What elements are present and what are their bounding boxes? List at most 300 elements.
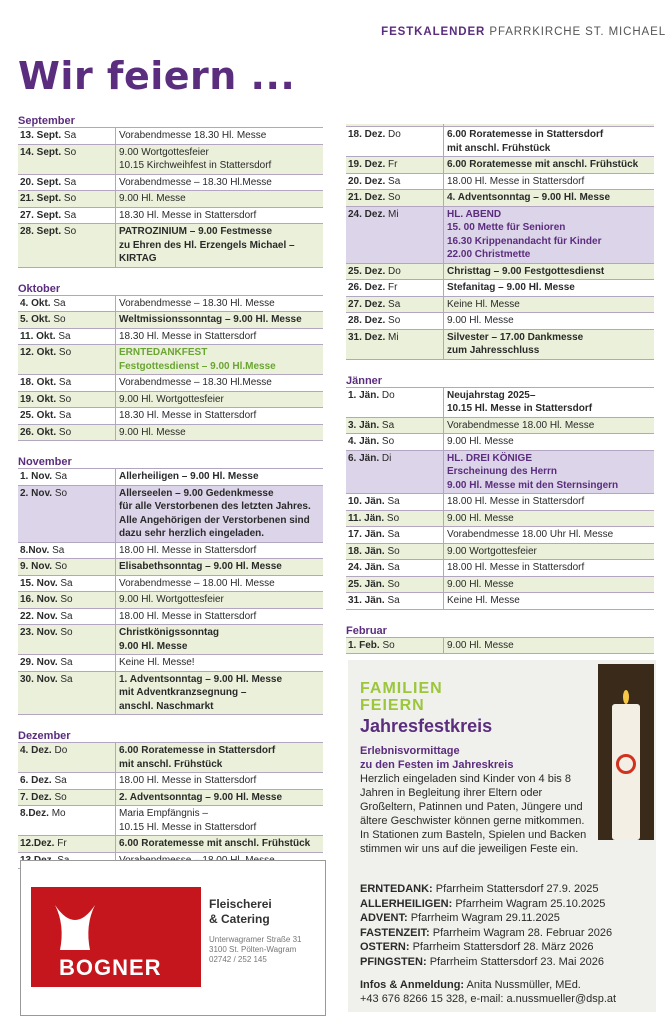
event-cell: 9.00 Hl. Messe — [447, 639, 514, 651]
weekday: So — [381, 436, 395, 447]
familien-date-item — [360, 955, 652, 970]
event-cell: 1. Adventsonntag – 9.00 Hl. Messe mit Adventkranzsegnung – anschl. Naschmarkt — [119, 673, 283, 712]
date-cell — [346, 527, 444, 543]
event-cell: 6.00 Roratemesse mit anschl. Frühstück — [447, 159, 639, 170]
calendar-row — [18, 224, 323, 268]
date: 25. Jän. — [348, 578, 385, 590]
event-cell — [444, 124, 654, 126]
date: 12. Okt. — [20, 347, 57, 358]
date: 26. Dez. — [348, 282, 386, 293]
event-cell: Silvester – 17.00 Dankmesse zum Jahresschluss — [447, 331, 584, 356]
weekday: So — [58, 347, 72, 358]
date: 6. Dez. — [20, 775, 52, 786]
event-cell: Maria Empfängnis – 10.15 Hl. Messe in Stattersdorf — [119, 808, 257, 833]
date-cell — [346, 638, 444, 654]
calendar-left-column — [18, 114, 323, 883]
subtitle-line1: Erlebnisvormittage — [360, 745, 460, 757]
month-heading: Februar — [346, 624, 654, 638]
date-cell — [346, 313, 444, 329]
month-heading: Dezember — [18, 729, 323, 743]
weekday: Sa — [54, 471, 68, 482]
calendar-row — [18, 312, 323, 329]
familien-body: Herzlich eingeladen sind Kinder von 4 bis 8 Jahren in Begleitung ihrer Eltern oder Großeltern, Patinnen und Paten, Jüngere und ältere Geschwister können gerne mitkommen. In Stationen zum Basteln, Spielen und Backen stimmen wir uns auf die jeweiligen Feste ein. — [360, 773, 587, 855]
date-cell — [18, 576, 116, 592]
event-cell: PATROZINIUM – 9.00 Festmesse zu Ehren des Hl. Erzengels Michael – KIRTAG — [119, 226, 295, 264]
event-cell: 2. Adventsonntag – 9.00 Hl. Messe — [119, 791, 283, 803]
event-cell: 9.00 Hl. Wortgottesfeier — [119, 594, 224, 605]
calendar-row — [18, 208, 323, 225]
fest-place-date: Pfarrheim Stattersdorf 23. Mai 2026 — [429, 955, 604, 968]
event-cell: Stefanitag – 9.00 Hl. Messe — [447, 282, 575, 293]
weekday: Sa — [63, 209, 77, 221]
spacer — [346, 610, 654, 624]
calendar-row — [18, 806, 323, 836]
weekday: Fr — [388, 159, 398, 170]
ad-text — [209, 897, 301, 965]
date: 19. Okt. — [20, 393, 57, 405]
event-cell: 6.00 Roratemesse in Stattersdorf mit anschl. Frühstück — [447, 129, 604, 154]
date-cell — [18, 191, 116, 207]
weekday: Sa — [53, 297, 66, 309]
date-cell — [18, 296, 116, 312]
weekday: So — [58, 393, 72, 405]
calendar-row — [18, 408, 323, 425]
event-cell: 18.30 Hl. Messe in Stattersdorf — [119, 209, 257, 221]
weekday: So — [63, 146, 77, 158]
calendar-row — [346, 280, 654, 297]
subtitle-line2: zu den Festen im Jahreskreis — [360, 759, 514, 771]
date-cell — [18, 655, 116, 671]
page-title: Wir feiern ... — [18, 54, 296, 98]
jahresfestkreis-heading: Jahresfestkreis — [360, 716, 493, 736]
calendar-row — [346, 174, 654, 191]
event-cell: Vorabendmesse – 18.30 Hl.Messe — [119, 176, 272, 188]
calendar-row — [346, 418, 654, 435]
event-cell: 9.00 Hl. Messe — [119, 193, 186, 204]
calendar-row — [346, 494, 654, 511]
weekday: Sa — [58, 377, 72, 388]
date: 31. Dez. — [348, 331, 386, 343]
calendar-row — [18, 609, 323, 626]
calendar-row — [346, 127, 654, 157]
date: 5. Okt. — [20, 314, 51, 325]
date: 11. Okt. — [20, 330, 56, 342]
event-cell: HL. ABEND 15. 00 Mette für Senioren 16.30 Krippenandacht für Kinder 22.00 Christmette — [447, 208, 602, 260]
date: 2. Nov. — [20, 487, 53, 499]
event-cell: Vorabendmesse – 18.00 Hl. Messe — [119, 577, 275, 589]
info-label: Infos & Anmeldung: — [360, 979, 465, 991]
familien-date-item — [360, 882, 652, 897]
date: 17. Jän. — [348, 529, 385, 540]
calendar-row — [346, 434, 654, 451]
event-cell: Elisabethsonntag – 9.00 Hl. Messe — [119, 561, 282, 572]
advertisement — [20, 860, 326, 1016]
weekday: Sa — [381, 419, 395, 431]
calendar-row — [18, 469, 323, 486]
date: 11. Jän. — [348, 512, 385, 524]
weekday: So — [387, 545, 400, 557]
weekday: So — [386, 512, 400, 524]
date-cell — [18, 175, 116, 191]
event-cell: 9.00 Hl. Messe — [447, 315, 514, 326]
weekday: Sa — [60, 577, 73, 589]
date-cell — [18, 486, 116, 542]
event-cell: 9.00 Hl. Wortgottesfeier — [119, 393, 224, 405]
weekday: Do — [381, 389, 395, 401]
candle-photo — [598, 664, 654, 840]
event-cell: Vorabendmesse – 18.30 Hl. Messe — [119, 297, 275, 309]
event-cell: 9.00 Wortgottesfeier — [447, 545, 537, 557]
date-cell — [346, 511, 444, 527]
date: 28. Sept. — [20, 226, 62, 237]
weekday: Sa — [387, 529, 400, 540]
weekday: Sa — [63, 130, 77, 141]
event-cell: HL. DREI KÖNIGE Erscheinung des Herrn 9.00 Hl. Messe mit den Sternsingern — [447, 452, 619, 491]
weekday: Fr — [388, 282, 398, 293]
weekday: Do — [388, 265, 401, 277]
calendar-row — [18, 128, 323, 145]
calendar-row — [18, 425, 323, 442]
date-cell — [346, 388, 444, 417]
month-heading: September — [18, 114, 323, 128]
weekday: So — [58, 426, 72, 438]
date-cell — [346, 544, 444, 560]
event-cell: Vorabendmesse – 18.30 Hl.Messe — [119, 377, 272, 388]
calendar-row — [346, 577, 654, 594]
event-cell: 6.00 Roratemesse mit anschl. Frühstück — [119, 838, 311, 849]
fest-place-date: Pfarrheim Wagram 28. Februar 2026 — [432, 926, 613, 939]
date-cell — [346, 297, 444, 313]
date: 21. Dez. — [348, 192, 386, 203]
familien-date-item — [360, 926, 652, 941]
ad-addr1: Unterwagramer Straße 31 — [209, 935, 302, 944]
date-cell — [18, 408, 116, 424]
fest-name: PFINGSTEN: — [360, 955, 427, 968]
date-cell — [18, 425, 116, 441]
date-cell — [18, 625, 116, 654]
date-cell — [18, 375, 116, 391]
event-cell: 18.00 Hl. Messe in Stattersdorf — [447, 175, 585, 187]
company-name: BOGNER — [59, 955, 162, 980]
calendar-row — [18, 625, 323, 655]
familien-dates — [360, 882, 652, 970]
event-cell: Vorabendmesse 18.30 Hl. Messe — [119, 130, 267, 141]
date-cell — [18, 743, 116, 772]
date-cell — [18, 672, 116, 715]
calendar-row — [18, 543, 323, 560]
date-cell — [18, 543, 116, 559]
calendar-row — [18, 576, 323, 593]
date: 30. Nov. — [20, 673, 58, 685]
event-cell: Christkönigssonntag 9.00 Hl. Messe — [119, 627, 220, 652]
date-cell — [346, 174, 444, 190]
fest-name: ERNTEDANK: — [360, 883, 433, 895]
calendar-row — [18, 375, 323, 392]
weekday: Sa — [60, 610, 73, 622]
date: 18. Okt. — [20, 377, 57, 388]
calendar-row — [18, 559, 323, 576]
date: 19. Dez. — [348, 159, 386, 170]
calendar-row — [346, 388, 654, 418]
fest-place-date: Pfarrheim Stattersdorf 28. März 2026 — [412, 941, 594, 954]
calendar-row — [346, 511, 654, 528]
event-cell: Weltmissionssonntag – 9.00 Hl. Messe — [119, 314, 302, 325]
date-cell — [346, 451, 444, 494]
calendar-row — [18, 486, 323, 543]
calendar-row — [18, 392, 323, 409]
weekday: Mo — [51, 808, 66, 819]
date: 4. Okt. — [20, 297, 51, 309]
date-cell — [18, 345, 116, 374]
info-name: Anita Nussmüller, MEd. — [466, 979, 581, 991]
date: 22. Nov. — [20, 610, 58, 622]
date: 3. Jän. — [348, 419, 380, 431]
date: 10. Jän. — [348, 496, 385, 507]
date-cell — [346, 127, 444, 156]
date-cell — [346, 434, 444, 450]
date: 25. Dez. — [348, 265, 386, 277]
weekday: Sa — [387, 562, 400, 573]
date: 1. Nov. — [20, 471, 53, 482]
date: 24. Dez. — [348, 208, 386, 220]
date-cell — [18, 224, 116, 267]
familien-date-item — [360, 897, 652, 912]
month-heading: Jänner — [346, 374, 654, 388]
event-cell: 9.00 Hl. Messe — [447, 512, 514, 524]
calendar-row — [18, 790, 323, 807]
weekday: Di — [381, 452, 392, 464]
event-cell: 6.00 Roratemesse in Stattersdorf mit anschl. Frühstück — [119, 745, 276, 770]
date-cell — [346, 157, 444, 173]
event-cell: 18.30 Hl. Messe in Stattersdorf — [119, 410, 257, 421]
date-cell — [346, 418, 444, 434]
weekday: So — [53, 314, 66, 325]
date: 8.Dez. — [20, 808, 49, 819]
date: 4. Jän. — [348, 436, 380, 447]
ad-address — [209, 935, 301, 965]
event-cell: 18.00 Hl. Messe in Stattersdorf — [119, 544, 257, 556]
date-cell — [18, 592, 116, 608]
header-parish: PFARRKIRCHE ST. MICHAEL — [489, 26, 666, 38]
date-cell — [18, 392, 116, 408]
weekday: Mi — [388, 208, 399, 220]
event-cell: Allerheiligen – 9.00 Hl. Messe — [119, 471, 259, 482]
event-cell: 18.00 Hl. Messe in Stattersdorf — [447, 562, 585, 573]
date-cell — [18, 128, 116, 144]
date: 28. Dez. — [348, 315, 386, 326]
header-label: FESTKALENDER — [381, 26, 486, 38]
date: 31. Jän. — [348, 595, 385, 606]
event-cell: 18.30 Hl. Messe in Stattersdorf — [119, 330, 257, 342]
calendar-row — [346, 544, 654, 561]
weekday: So — [388, 192, 401, 203]
calendar-row — [18, 191, 323, 208]
date: 20. Sept. — [20, 176, 62, 188]
event-cell: Vorabendmesse 18.00 Uhr Hl. Messe — [447, 529, 614, 540]
calendar-row — [346, 264, 654, 281]
date: 4. Dez. — [20, 745, 52, 756]
date-cell — [346, 280, 444, 296]
heading-familien: FAMILIEN — [360, 680, 443, 697]
weekday: Sa — [54, 775, 67, 786]
weekday: So — [388, 315, 401, 326]
calendar-row — [346, 190, 654, 207]
fest-place-date: Pfarrheim Wagram 25.10.2025 — [455, 897, 606, 910]
fest-name: ALLERHEILIGEN: — [360, 897, 453, 910]
weekday: So — [54, 561, 68, 572]
spacer — [18, 715, 323, 729]
calendar-row — [18, 329, 323, 346]
date: 27. Dez. — [348, 298, 386, 310]
date-cell — [18, 836, 116, 852]
ad-line1: Fleischerei — [209, 897, 272, 911]
date-cell — [346, 207, 444, 263]
familien-heading — [360, 680, 443, 714]
weekday: Do — [54, 745, 68, 756]
date: 7. Dez. — [20, 791, 52, 803]
date: 21. Sept. — [20, 193, 62, 204]
date: 24. Jän. — [348, 562, 385, 573]
calendar-row — [346, 593, 654, 610]
date-cell — [18, 145, 116, 174]
date-cell — [346, 494, 444, 510]
fest-name: FASTENZEIT: — [360, 926, 430, 939]
familien-subtitle — [360, 744, 513, 772]
event-cell: Vorabendmesse 18.00 Hl. Messe — [447, 419, 595, 431]
calendar-row — [346, 330, 654, 360]
calendar-row — [18, 345, 323, 375]
date: 14. Sept. — [20, 146, 62, 158]
date-cell — [18, 806, 116, 835]
familien-date-item — [360, 911, 652, 926]
event-cell: Christtag – 9.00 Festgottesdienst — [447, 265, 605, 277]
fest-place-date: Pfarrheim Wagram 29.11.2025 — [410, 912, 560, 925]
ad-line2: & Catering — [209, 912, 270, 926]
weekday: So — [63, 193, 77, 204]
event-cell: Allerseelen – 9.00 Gedenkmesse für alle Verstorbenen des letzten Jahres. Alle Angehörigen der Verstorbenen sind dazu sehr herzlich eingeladen. — [119, 487, 311, 539]
date-cell — [346, 593, 444, 609]
date-cell — [18, 469, 116, 485]
date-cell — [18, 208, 116, 224]
calendar-row — [346, 451, 654, 495]
event-cell: Keine Hl. Messe — [447, 298, 520, 310]
event-cell: 9.00 Hl. Messe — [119, 426, 186, 438]
calendar-row — [18, 592, 323, 609]
calendar-row — [346, 313, 654, 330]
weekday: Sa — [52, 544, 65, 556]
date: 1. Feb. — [348, 639, 380, 651]
date: 20. Dez. — [348, 175, 386, 187]
date-cell — [346, 560, 444, 576]
date-cell — [18, 329, 116, 345]
date: 18. Dez. — [348, 129, 386, 140]
calendar-row — [18, 175, 323, 192]
month-heading: Oktober — [18, 282, 323, 296]
weekday: Sa — [60, 657, 73, 668]
event-cell: 18.00 Hl. Messe in Stattersdorf — [119, 775, 257, 786]
info-contact: +43 676 8266 15 328, e-mail: a.nussmueller@dsp.at — [360, 993, 617, 1005]
spacer — [18, 268, 323, 282]
event-cell: Keine Hl. Messe — [447, 595, 520, 606]
date: 13. Sept. — [20, 130, 62, 141]
weekday: Sa — [387, 595, 400, 606]
page-header — [381, 26, 666, 38]
weekday: Sa — [387, 496, 400, 507]
weekday: Sa — [388, 175, 401, 187]
calendar-row — [18, 836, 323, 853]
event-cell: ERNTEDANKFEST Festgottesdienst – 9.00 Hl.Messe — [119, 347, 276, 372]
weekday: Fr — [57, 838, 67, 849]
date-cell — [18, 790, 116, 806]
heading-feiern: FEIERN — [360, 697, 425, 714]
date-cell — [18, 773, 116, 789]
fest-name: OSTERN: — [360, 941, 410, 954]
weekday: Sa — [60, 673, 73, 685]
weekday: Sa — [58, 410, 72, 421]
event-cell: 9.00 Hl. Messe — [447, 578, 514, 590]
date: 6. Jän. — [348, 452, 380, 464]
weekday: Sa — [63, 176, 77, 188]
calendar-row — [346, 527, 654, 544]
date: 15. Nov. — [20, 577, 58, 589]
spacer — [18, 441, 323, 455]
date: 9. Nov. — [20, 561, 53, 572]
event-cell: 18.00 Hl. Messe in Stattersdorf — [447, 496, 585, 507]
date: 16. Nov. — [20, 594, 58, 605]
event-cell: 9.00 Wortgottesfeier 10.15 Kirchweihfest in Stattersdorf — [119, 146, 272, 171]
date: 8.Nov. — [20, 544, 50, 556]
weekday: So — [54, 487, 68, 499]
calendar-row — [18, 145, 323, 175]
date-cell — [18, 312, 116, 328]
date: 26. Okt. — [20, 426, 57, 438]
familien-info — [360, 978, 652, 1006]
calendar-row — [346, 638, 654, 655]
calendar-row — [346, 157, 654, 174]
fest-name: ADVENT: — [360, 912, 408, 925]
date-cell — [346, 264, 444, 280]
calendar-row — [18, 743, 323, 773]
weekday: Do — [388, 129, 401, 140]
calendar-row — [346, 560, 654, 577]
calendar-row — [346, 297, 654, 314]
date-cell — [18, 559, 116, 575]
date-cell — [346, 190, 444, 206]
weekday: So — [60, 594, 73, 605]
calendar-row — [18, 296, 323, 313]
weekday: Sa — [58, 330, 71, 342]
event-cell: 9.00 Hl. Messe — [447, 436, 514, 447]
familien-date-item — [360, 940, 652, 955]
weekday: So — [382, 639, 395, 651]
date: 25. Okt. — [20, 410, 57, 421]
date: 29. Nov. — [20, 657, 58, 668]
date: 18. Jän. — [348, 545, 385, 557]
weekday: So — [63, 226, 77, 237]
weekday: So — [387, 578, 400, 590]
calendar-right-column — [346, 124, 654, 668]
weekday: Sa — [388, 298, 401, 310]
date-cell — [18, 609, 116, 625]
date: 1. Jän. — [348, 389, 380, 401]
apple-icon — [616, 754, 636, 774]
event-cell: 18.00 Hl. Messe in Stattersdorf — [119, 610, 257, 622]
bogner-logo — [31, 887, 201, 987]
month-heading: November — [18, 455, 323, 469]
weekday: Mi — [388, 331, 399, 343]
date: 12.Dez. — [20, 838, 55, 849]
calendar-row — [18, 655, 323, 672]
